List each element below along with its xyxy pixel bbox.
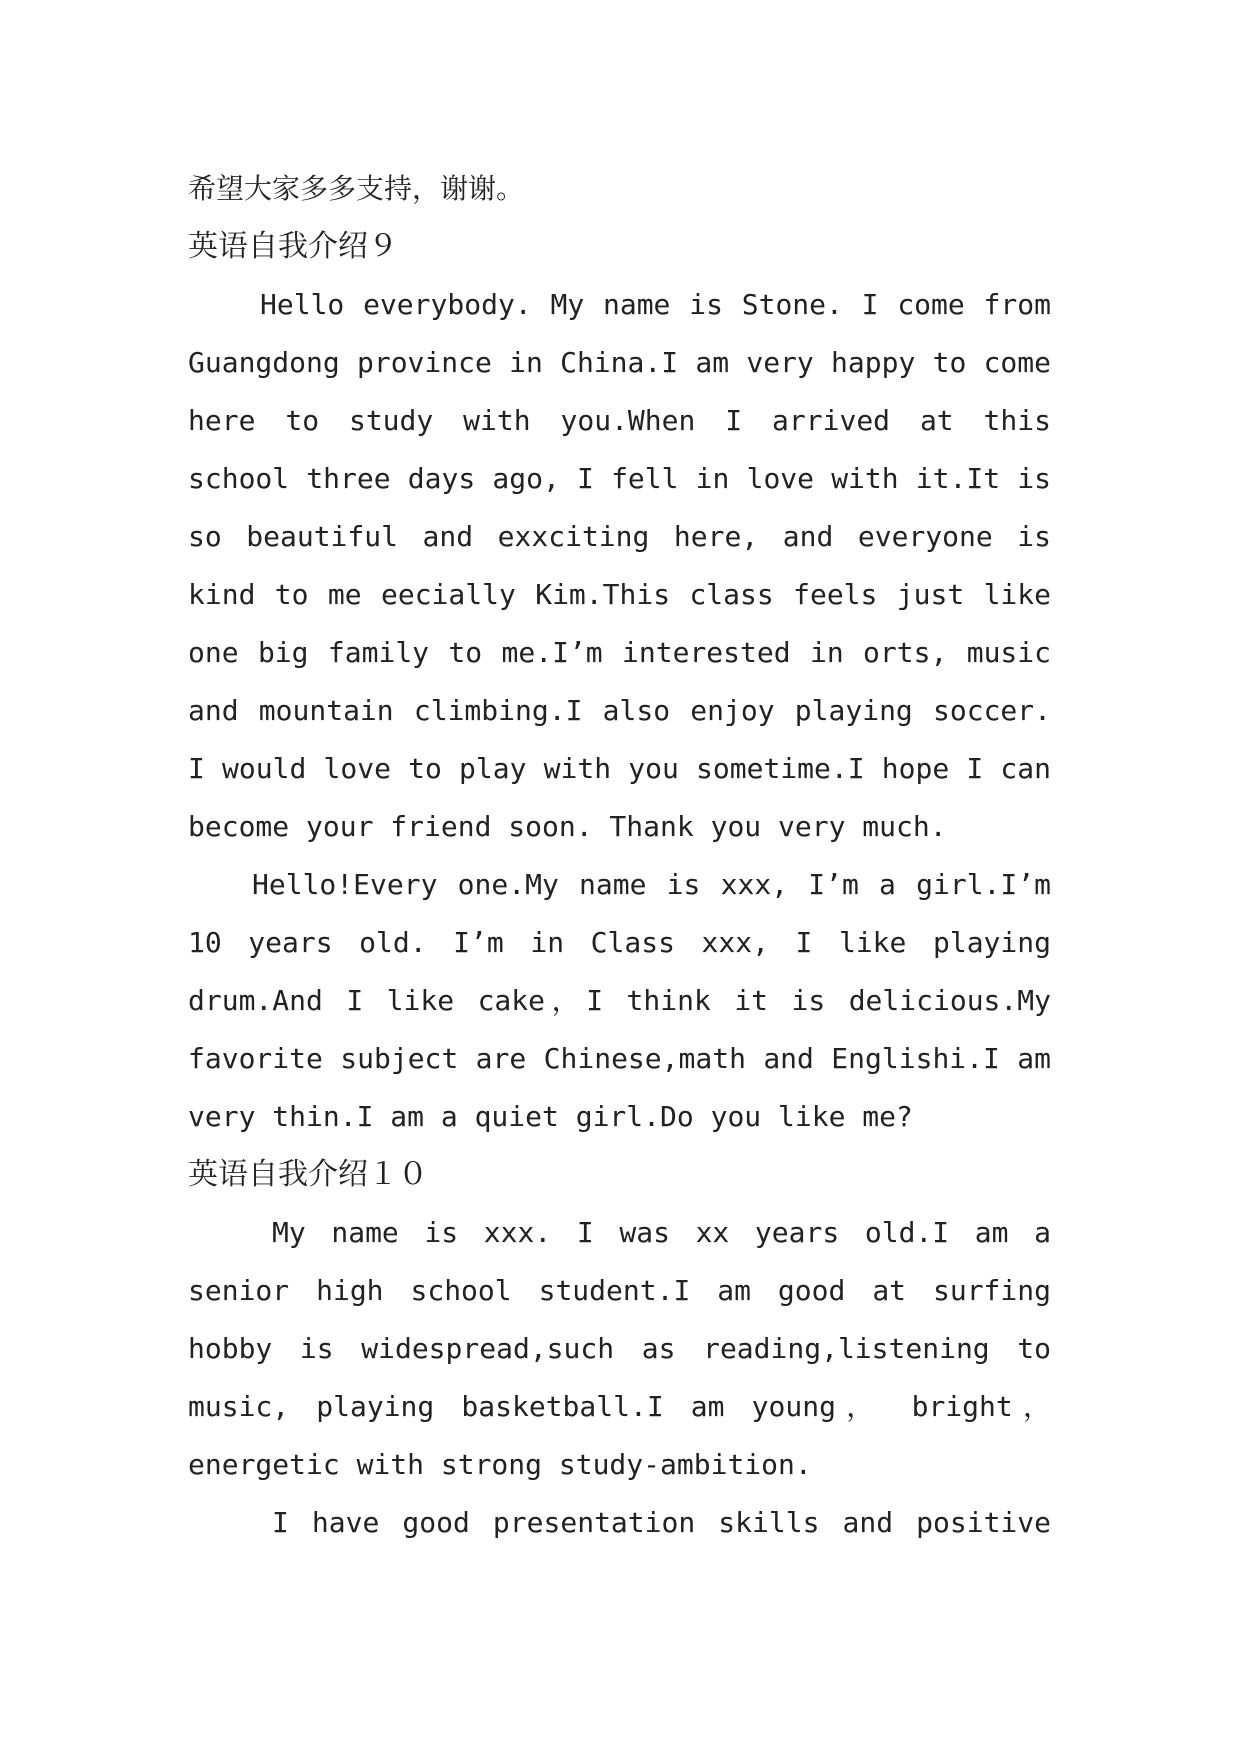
text-line: energetic with strong study-ambition. (188, 1448, 812, 1481)
text-line: hobby is widespread,such as reading,listening to (188, 1332, 1051, 1365)
text-line: and mountain climbing.I also enjoy playing soccer. (188, 694, 1051, 727)
text-line: become your friend soon. Thank you very much. (188, 810, 947, 843)
text-line: senior high school student.I am good at surfing (188, 1274, 1051, 1307)
text-line: drum.And I like cake，I think it is delicious.My (188, 984, 1051, 1017)
text-line: here to study with you.When I arrived at this (188, 404, 1051, 437)
text-line: music, playing basketball.I am young， bright， (188, 1390, 1051, 1423)
text-line: 希望大家多多支持，谢谢。 (188, 172, 525, 205)
text-line: school three days ago, I fell in love with it.It is (188, 462, 1051, 495)
text-line: kind to me eecially Kim.This class feels just like (188, 578, 1051, 611)
text-line: one big family to me.I’m interested in orts, music (188, 636, 1051, 669)
text-line: Guangdong province in China.I am very happy to come (188, 346, 1051, 379)
text-line: very thin.I am a quiet girl.Do you like me? (188, 1100, 913, 1133)
section-heading: 英语自我介绍１０ (188, 1157, 428, 1192)
text-line: I have good presentation skills and positive (272, 1506, 1051, 1539)
text-line: favorite subject are Chinese,math and Englishi.I am (188, 1042, 1051, 1075)
text-line: I would love to play with you sometime.I hope I can (188, 752, 1051, 785)
text-line: Hello everybody. My name is Stone. I come from (260, 288, 1051, 321)
text-line: Hello!Every one.My name is xxx, I’m a girl.I’m (252, 868, 1051, 901)
text-line: so beautiful and exxciting here, and everyone is (188, 520, 1051, 553)
text-line: My name is xxx. I was xx years old.I am a (272, 1216, 1051, 1249)
section-heading: 英语自我介绍９ (188, 229, 398, 264)
text-line: 10 years old. I’m in Class xxx, I like playing (188, 926, 1051, 959)
document-body (188, 160, 1051, 1552)
